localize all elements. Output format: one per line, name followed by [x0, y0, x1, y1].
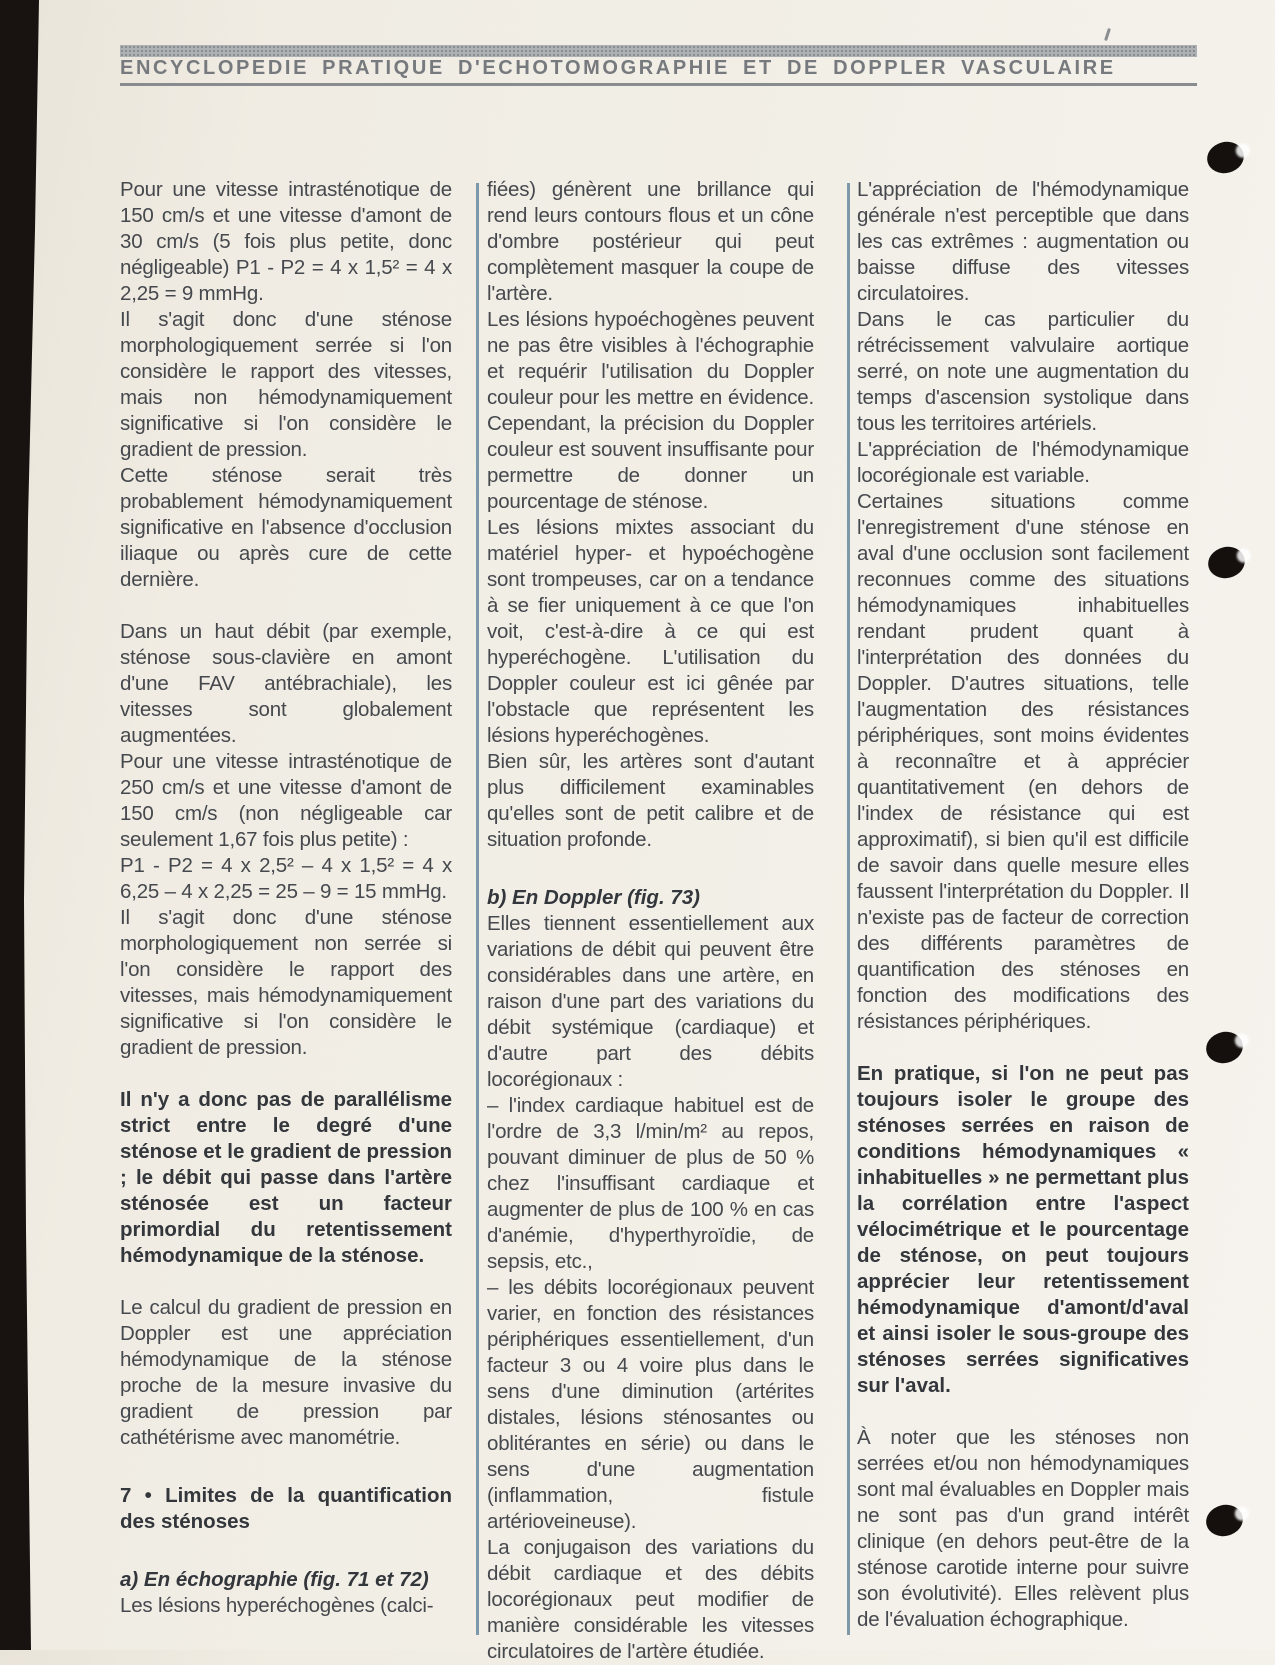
paragraph: fiées) génèrent une brillance qui rend leurs contours flous et un cône d'ombre postérieur qui peut complètement masquer la coupe de l'artère.	[487, 178, 814, 305]
punch-hole-dot	[1204, 138, 1247, 177]
paragraph: Les lésions hyperéchogènes (calci-	[120, 1594, 434, 1617]
text-column-1	[120, 177, 452, 1619]
header-rule	[120, 83, 1197, 86]
paragraph: Il s'agit donc d'une sténose morphologiquement serrée si l'on considère le rapport des vitesses, mais non hémodynamiquement significative si l'on considère le gradient de pression.	[120, 308, 452, 461]
paragraph: Dans le cas particulier du rétrécissement valvulaire aortique serré, on note une augmentation du temps d'ascension systolique dans tous les territoires artériels.	[857, 308, 1189, 435]
text-column-3	[857, 177, 1189, 1633]
scan-binding-edge	[0, 0, 42, 1650]
punch-hole-dot	[1205, 543, 1248, 582]
paragraph: Pour une vitesse intrasténotique de 250 cm/s et une vitesse d'amont de 150 cm/s (non négligeable car seulement 1,67 fois plus petite) :	[120, 750, 452, 851]
paragraph: L'appréciation de l'hémodynamique locorégionale est variable.	[857, 438, 1189, 487]
paragraph: À noter que les sténoses non serrées et/ou non hémodynamiques sont mal évaluables en Doppler mais ne sont pas d'un grand intérêt clinique (en dehors peut-être de la sténose carotide interne pour suivre son évolutivité). Elles relèvent plus de l'évaluation échographique.	[857, 1426, 1189, 1631]
paragraph: Dans un haut débit (par exemple, sténose sous-clavière en amont d'une FAV antébrachiale), les vitesses sont globalement augmentées.	[120, 620, 452, 747]
text-column-2	[487, 177, 814, 1665]
subsection-heading-a: a) En échographie (fig. 71 et 72)	[120, 1568, 429, 1591]
paragraph: Elles tiennent essentiellement aux variations de débit qui peuvent être considérables dans une artère, en raison d'une part des variations du débit systémique (cardiaque) et d'autre part des débits locorégionaux :	[487, 912, 814, 1091]
header-halftone-bar	[120, 45, 1197, 57]
paragraph: Bien sûr, les artères sont d'autant plus difficilement examinables qu'elles sont de petit calibre et de situation profonde.	[487, 750, 814, 851]
punch-hole-dot	[1203, 1501, 1246, 1540]
subsection-heading-b: b) En Doppler (fig. 73)	[487, 886, 700, 909]
paragraph: P1 - P2 = 4 x 2,5² – 4 x 1,5² = 4 x 6,25 – 4 x 2,25 = 25 – 9 = 15 mmHg.	[120, 854, 452, 903]
column-rule-2	[847, 183, 850, 1635]
paragraph: La conjugaison des variations du débit cardiaque et des débits locorégionaux peut modifier de manière considérable les vitesses circulatoires de l'artère étudiée.	[487, 1536, 814, 1663]
scan-mark	[1104, 28, 1111, 41]
paragraph: Certaines situations comme l'enregistrement d'une sténose en aval d'une occlusion sont facilement reconnues comme des situations hémodynamiques inhabituelles rendant prudent quant à l'interprétation des données du Doppler. D'autres situations, telle l'augmentation des résistances périphériques, sont moins évidentes à reconnaître et à apprécier quantitativement (en dehors de l'index de résistance qui est approximatif), si bien qu'il est difficile de savoir dans quelle mesure elles faussent l'interprétation du Doppler. Il n'existe pas de facteur de correction des différents paramètres de quantification des sténoses en fonction des modifications des résistances périphériques.	[857, 490, 1189, 1033]
section-heading: 7 • Limites de la quantification des sténoses	[120, 1484, 452, 1533]
emphasis-paragraph: Il n'y a donc pas de parallélisme strict entre le degré d'une sténose et le gradient de pression ; le débit qui passe dans l'artère sténosée est un facteur primordial du retentissement hémodynamique de la sténose.	[120, 1088, 452, 1267]
paragraph: Les lésions hypoéchogènes peuvent ne pas être visibles à l'échographie et requérir l'utilisation du Doppler couleur pour les mettre en évidence. Cependant, la précision du Doppler couleur est souvent insuffisante pour permettre de donner un pourcentage de sténose.	[487, 308, 814, 513]
punch-hole-dot	[1203, 1028, 1246, 1067]
paragraph: Il s'agit donc d'une sténose morphologiquement non serrée si l'on considère le rapport des vitesses, mais hémodynamiquement significative si l'on considère le gradient de pression.	[120, 906, 452, 1059]
column-rule-1	[476, 183, 479, 1635]
paragraph: Le calcul du gradient de pression en Doppler est une appréciation hémodynamique de la sténose proche de la mesure invasive du gradient de pression par cathétérisme avec manométrie.	[120, 1296, 452, 1449]
paragraph: Pour une vitesse intrasténotique de 150 cm/s et une vitesse d'amont de 30 cm/s (5 fois plus petite, donc négligeable) P1 - P2 = 4 x 1,5² = 4 x 2,25 = 9 mmHg.	[120, 178, 452, 305]
emphasis-paragraph: En pratique, si l'on ne peut pas toujours isoler le groupe des sténoses serrées en raison de conditions hémodynamiques « inhabituelles » ne permettant plus la corrélation entre l'aspect vélocimétrique et le pourcentage de sténose, on peut toujours apprécier leur retentissement hémodynamique d'amont/d'aval et ainsi isoler le sous-groupe des sténoses serrées significatives sur l'aval.	[857, 1062, 1189, 1397]
paragraph: L'appréciation de l'hémodynamique générale n'est perceptible que dans les cas extrêmes : augmentation ou baisse diffuse des vitesses circulatoires.	[857, 178, 1189, 305]
running-head-title: ENCYCLOPEDIE PRATIQUE D'ECHOTOMOGRAPHIE ET DE DOPPLER VASCULAIRE	[120, 57, 1116, 79]
paragraph: – les débits locorégionaux peuvent varier, en fonction des résistances périphériques essentiellement, d'un facteur 3 ou 4 voire plus dans le sens d'une diminution (artérites distales, lésions sténosantes ou oblitérantes en série) ou dans le sens d'une augmentation (inflammation, fistule artérioveineuse).	[487, 1276, 814, 1533]
paragraph: – l'index cardiaque habituel est de l'ordre de 3,3 l/min/m² au repos, pouvant diminuer de plus de 50 % chez l'insuffisant cardiaque et augmenter de plus de 100 % en cas d'anémie, d'hyperthyroïdie, de sepsis, etc.,	[487, 1094, 814, 1273]
paragraph: Cette sténose serait très probablement hémodynamiquement significative en l'absence d'occlusion iliaque ou après cure de cette dernière.	[120, 464, 452, 591]
paragraph: Les lésions mixtes associant du matériel hyper- et hypoéchogène sont trompeuses, car on a tendance à se fier uniquement à ce que l'on voit, c'est-à-dire à ce qui est hyperéchogène. L'utilisation du Doppler couleur est ici gênée par l'obstacle que représentent les lésions hyperéchogènes.	[487, 516, 814, 747]
